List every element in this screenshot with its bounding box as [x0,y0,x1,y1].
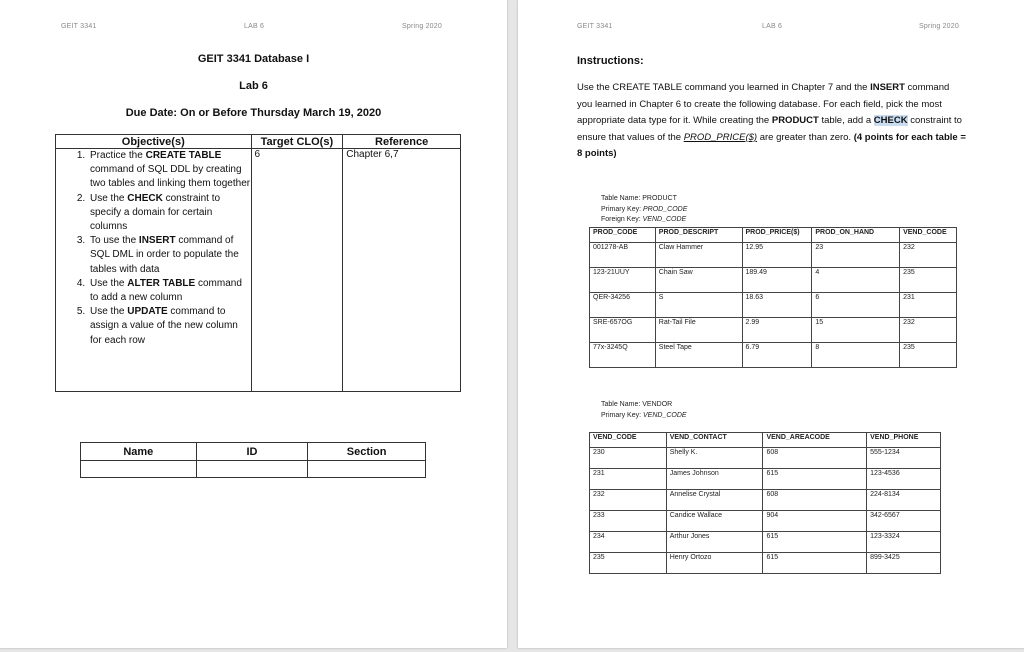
table-cell: 904 [763,511,867,532]
table-cell: 231 [900,293,957,318]
instructions-title: Instructions: [577,55,644,67]
table-cell: Arthur Jones [666,532,763,553]
instructions-bold: PRODUCT [771,115,819,127]
table-cell: Shelly K. [666,448,763,469]
table-cell: 15 [812,318,900,343]
vendor-header-row [590,433,941,448]
objective-item [88,277,251,305]
objective-text: command of SQL DML in order to populate the tables with data [90,235,239,275]
primary-key-label: Primary Key: [601,205,644,213]
table-row [590,343,957,368]
table-name: PRODUCT [642,195,677,202]
header-term: Spring 2020 [919,23,959,30]
table-row [590,318,957,343]
table-cell: 001278-AB [590,243,656,268]
table-cell: 899-3425 [867,553,941,574]
vendor-column-header: VEND_PHONE [867,433,941,448]
objective-item [88,234,251,277]
objectives-table [55,134,461,392]
header-course: GEIT 3341 [61,23,97,30]
instructions-highlight: CHECK [873,115,908,127]
objective-text: Use the [90,277,128,289]
table-cell: 615 [763,553,867,574]
objective-text: command of SQL DDL by creating two tables and linking them together [90,164,251,190]
table-cell: 342-6567 [867,511,941,532]
vendor-table-meta [601,400,687,421]
table-cell: 232 [900,243,957,268]
instructions-part: constraint to ensure that values of the [577,115,962,143]
table-cell: 608 [763,448,867,469]
product-table-meta [601,194,687,226]
objective-text: constraint to specify a domain for certain columns [90,192,221,233]
objectives-list [42,149,251,348]
table-cell: 6 [812,293,900,318]
product-column-header: PROD_CODE [590,228,656,243]
reference-cell: Chapter 6,7 [343,149,461,392]
table-cell: 615 [763,532,867,553]
table-cell: 123-3324 [867,532,941,553]
table-cell: 234 [590,532,667,553]
target-clo-header: Target CLO(s) [251,135,343,149]
header-course: GEIT 3341 [577,23,613,30]
header-lab: LAB 6 [244,23,265,30]
table-cell: 123-21UUY [590,268,656,293]
instructions-points: (4 points for each table = 8 points) [577,131,966,160]
objective-text: Use the [90,192,128,204]
table-cell: 123-4536 [867,469,941,490]
vendor-column-header: VEND_CONTACT [666,433,763,448]
header-lab: LAB 6 [762,23,783,30]
instructions-part: Use the CREATE TABLE command you learned in Chapter 7 and the [577,82,871,93]
reference-header: Reference [343,135,461,149]
table-cell: 2.99 [742,318,812,343]
table-row [590,268,957,293]
student-info-table [80,442,426,478]
vendor-column-header: VEND_CODE [590,433,667,448]
name-field[interactable] [81,461,197,478]
instructions-part: are greater than zero. [757,131,854,143]
foreign-key-label: Foreign Key: [601,216,643,223]
foreign-key: VEND_CODE [642,216,687,223]
product-column-header: PROD_ON_HAND [812,228,900,243]
table-cell: 189.49 [742,268,812,293]
table-row [590,243,957,268]
primary-key: VEND_CODE [643,411,687,419]
primary-key: PROD_CODE [643,205,688,213]
objectives-header: Objective(s) [56,135,252,149]
instructions-part: table, add a [818,115,874,127]
table-row [590,553,941,574]
header-term: Spring 2020 [402,23,442,30]
vendor-table [589,432,941,574]
objective-item [88,192,251,235]
vendor-column-header: VEND_AREACODE [763,433,867,448]
name-header: Name [81,443,197,461]
table-row [590,532,941,553]
id-field[interactable] [196,461,308,478]
table-cell: SRE-657OG [590,318,656,343]
product-body [590,243,957,368]
instructions-bold: INSERT [870,82,905,93]
table-cell: 235 [590,553,667,574]
section-header: Section [308,443,426,461]
objective-keyword: UPDATE [127,306,168,318]
table-cell: 233 [590,511,667,532]
table-cell: 77x-3245Q [590,343,656,368]
table-cell: 12.95 [742,243,812,268]
product-column-header: PROD_PRICE($) [742,228,812,243]
instructions-text [577,80,967,163]
section-field[interactable] [308,461,426,478]
objective-text: command to add a new column [90,277,242,304]
table-cell: Annelise Crystal [666,490,763,511]
table-cell: S [655,293,742,318]
table-cell: 23 [812,243,900,268]
id-header: ID [196,443,308,461]
instructions-underlined: PROD_PRICE($) [683,131,758,143]
primary-key-label: Primary Key: [601,411,644,419]
objective-text: To use the [90,235,139,247]
table-cell: 18.63 [742,293,812,318]
table-cell: 232 [590,490,667,511]
objective-item [88,149,251,192]
table-cell: 608 [763,490,867,511]
table-row [590,293,957,318]
table-name-label: Table Name: [601,195,643,202]
table-cell: James Johnson [666,469,763,490]
vendor-body [590,448,941,574]
objective-keyword: INSERT [138,235,176,247]
table-cell: Claw Hammer [655,243,742,268]
table-cell: 6.79 [742,343,812,368]
document-title: GEIT 3341 Database I [197,53,310,65]
table-cell: 555-1234 [867,448,941,469]
objective-keyword: CREATE TABLE [145,150,222,161]
objective-text: Use the [90,306,128,318]
table-row [590,448,941,469]
lab-label: Lab 6 [239,80,268,92]
table-cell: 230 [590,448,667,469]
table-cell: 235 [900,343,957,368]
table-row [590,511,941,532]
table-cell: Henry Ortozo [666,553,763,574]
product-header-row [590,228,957,243]
instructions-part: command you learned in Chapter 6 to create the following database. For each field, pick the most appropriate data type for it. While creating the [577,82,950,127]
due-date: Due Date: On or Before Thursday March 19, 2020 [125,107,382,119]
objective-item [88,305,251,348]
table-row [590,490,941,511]
objective-keyword: CHECK [127,192,163,204]
objective-keyword: ALTER TABLE [127,277,196,289]
table-cell: 231 [590,469,667,490]
table-cell: Chain Saw [655,268,742,293]
table-cell: 235 [900,268,957,293]
objectives-cell [56,149,252,392]
table-cell: QER-34256 [590,293,656,318]
product-table [589,227,957,368]
table-cell: 8 [812,343,900,368]
table-cell: 224-8134 [867,490,941,511]
table-cell: Candice Wallace [666,511,763,532]
table-name: VENDOR [642,401,673,408]
document-page-left [0,0,507,648]
table-cell: 232 [900,318,957,343]
target-clo-cell: 6 [251,149,343,392]
objective-text: Practice the [90,150,146,161]
product-column-header: PROD_DESCRIPT [655,228,742,243]
table-row [590,469,941,490]
table-cell: 615 [763,469,867,490]
table-cell: Steel Tape [655,343,742,368]
product-column-header: VEND_CODE [900,228,957,243]
table-name-label: Table Name: [601,401,643,408]
objective-text: command to assign a value of the new column for each row [90,306,238,346]
table-cell: Rat-Tail File [655,318,742,343]
table-cell: 4 [812,268,900,293]
